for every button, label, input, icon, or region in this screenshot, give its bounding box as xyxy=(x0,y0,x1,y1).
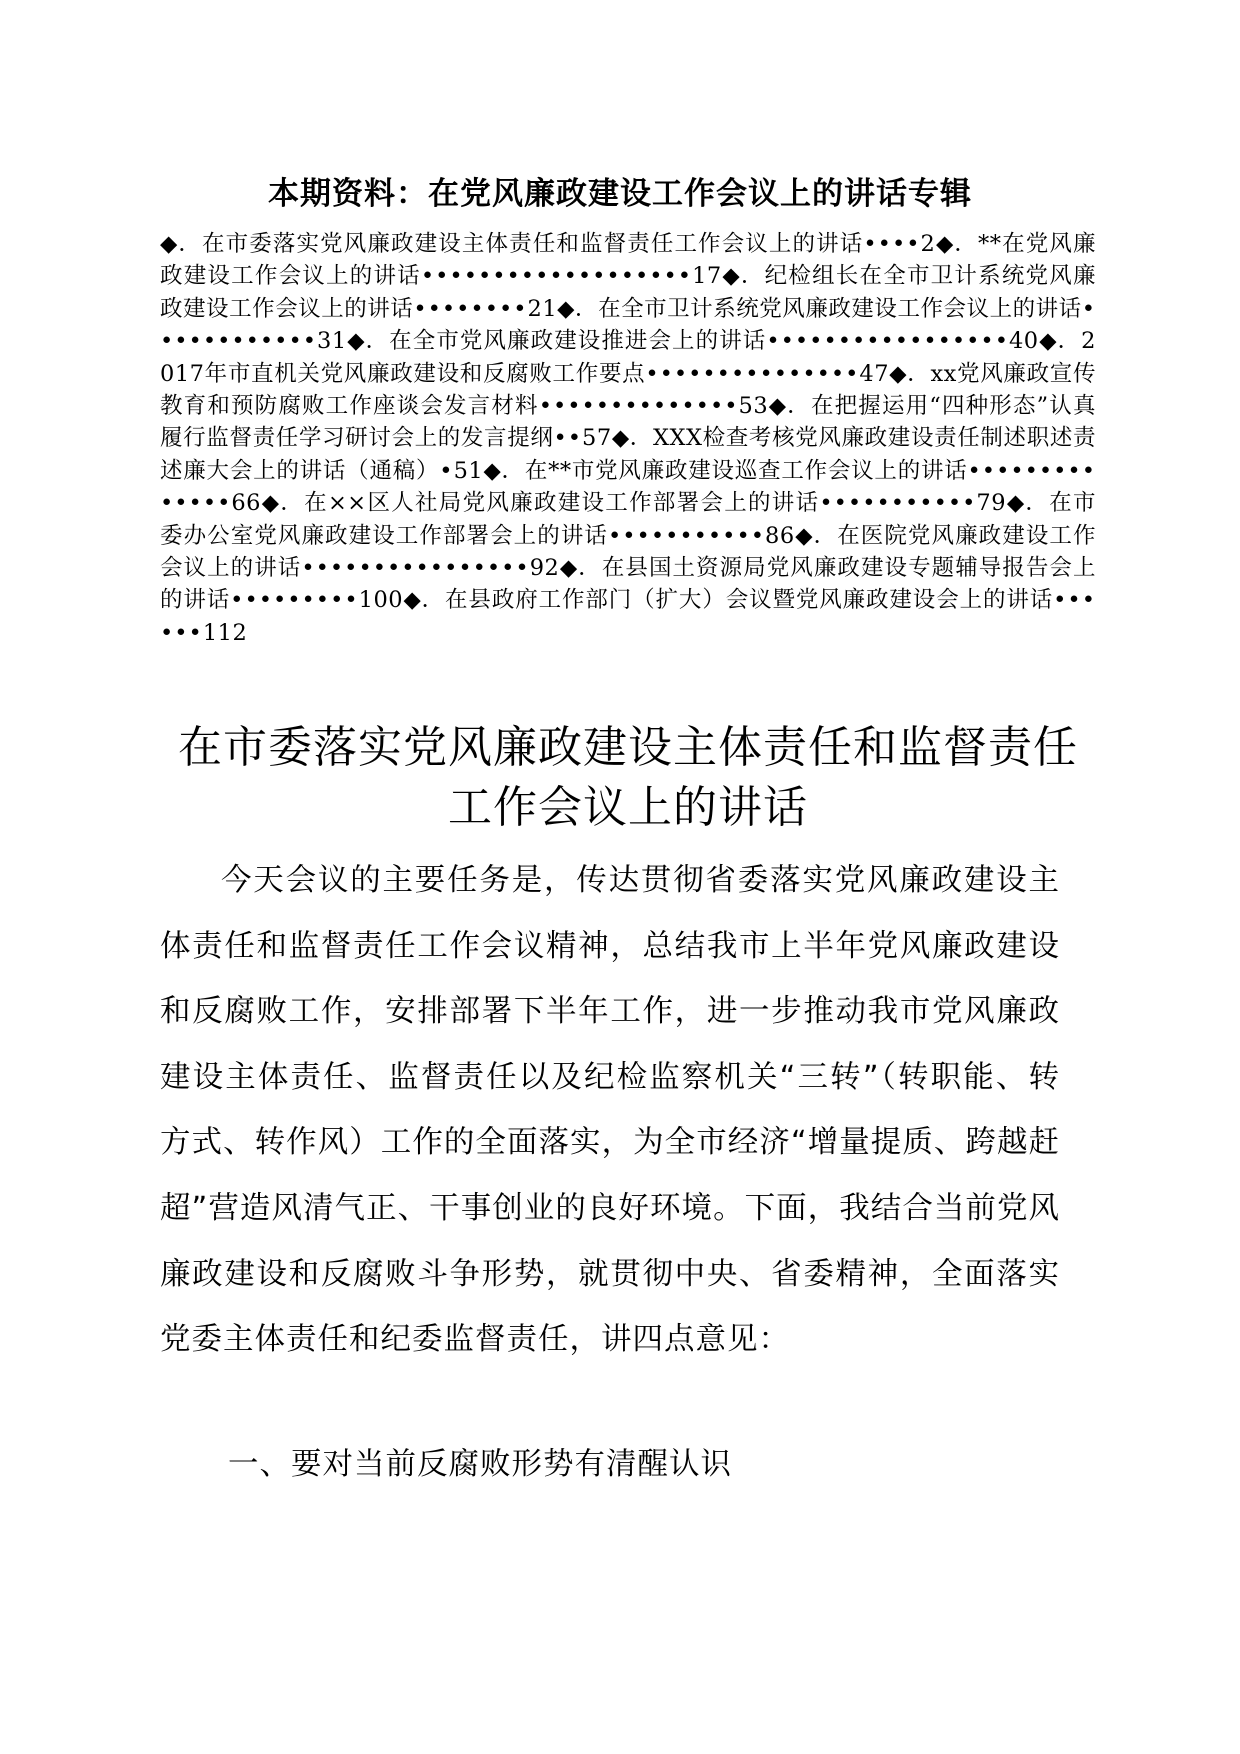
toc-leader-dots: •••••••••••••• xyxy=(538,393,739,420)
toc-entry-title: xx党风廉政宣传教育和预防腐败工作座谈会发言材料 xyxy=(160,360,1096,420)
toc-page-number: 2 xyxy=(920,231,936,257)
toc-page-number: 86 xyxy=(765,522,795,549)
toc-page-number: 17 xyxy=(692,263,722,290)
toc-entry-title: 2017年市直机关党风廉政建设和反腐败工作要点 xyxy=(160,328,1096,387)
toc-page-number: 79 xyxy=(976,490,1007,517)
toc-bullet: ◆． xyxy=(160,231,203,257)
toc-entry-title: 在××区人社局党风廉政建设工作部署会上的讲话 xyxy=(304,490,820,517)
toc-entry-title: 在市委办公室党风廉政建设工作部署会上的讲话 xyxy=(160,490,1096,549)
toc-bullet: ◆． xyxy=(557,295,599,322)
toc-bullet: ◆． xyxy=(403,587,446,614)
toc-bullet: ◆． xyxy=(794,522,838,549)
toc-leader-dots: •••••• xyxy=(160,587,1096,646)
toc-entry-title: 在全市卫计系统党风廉政建设工作会议上的讲话 xyxy=(598,295,1082,322)
toc-entry-title: 在医院党风廉政建设工作会议上的讲话 xyxy=(160,522,1096,582)
toc-page-number: 40 xyxy=(1008,328,1039,355)
toc-bullet: ◆． xyxy=(1006,490,1050,517)
toc-leader-dots: ••••••••••••••• xyxy=(645,360,860,387)
toc-leader-dots: ••••••••••••••••••• xyxy=(420,263,693,290)
toc-leader-dots: • xyxy=(439,457,454,484)
toc-entry-title: 在县政府工作部门（扩大）会议暨党风廉政建设会上的讲话 xyxy=(445,587,1054,614)
toc-leader-dots: •••••••••••••••• xyxy=(301,555,530,582)
toc-bullet: ◆． xyxy=(768,393,811,420)
toc-bullet: ◆． xyxy=(935,231,978,257)
toc-leader-dots: ••••••••••• xyxy=(819,490,977,517)
toc-leader-dots: •••••••••••• xyxy=(160,295,1096,355)
toc-entry-title: XXX检查考核党风廉政建设责任制述职述责述廉大会上的讲话（通稿） xyxy=(160,425,1096,484)
toc-page-number: 92 xyxy=(529,555,560,582)
toc-leader-dots: •••••••••••••• xyxy=(160,457,1096,517)
toc-leader-dots: •••••••• xyxy=(413,295,528,322)
toc-bullet: ◆． xyxy=(559,555,602,582)
toc-page-number: 66 xyxy=(231,490,261,517)
toc-bullet: ◆． xyxy=(889,360,931,387)
toc-bullet: ◆． xyxy=(483,457,525,484)
toc-leader-dots: ••••••••• xyxy=(230,587,359,614)
toc-entry-title: 纪检组长在全市卫计系统党风廉政建设工作会议上的讲话 xyxy=(160,263,1096,322)
toc-leader-dots: ••••••••••• xyxy=(608,522,765,549)
toc-leader-dots: •••• xyxy=(863,231,921,257)
toc-page-number: 53 xyxy=(738,393,769,420)
article-title: 在市委落实党风廉政建设主体责任和监督责任工作会议上的讲话 xyxy=(178,722,1078,833)
toc-page-number: 57 xyxy=(582,425,612,452)
toc-entry-title: 在把握运用“四种形态”认真履行监督责任学习研讨会上的发言提纲 xyxy=(160,393,1096,452)
toc-page-number: 31 xyxy=(317,328,347,355)
toc-leader-dots: •• xyxy=(553,425,583,452)
section-heading: 一、要对当前反腐败形势有清醒认识 xyxy=(228,1447,732,1482)
toc-page-number: 47 xyxy=(859,360,890,387)
toc-bullet: ◆． xyxy=(611,425,653,452)
toc-page-number: 112 xyxy=(202,619,248,646)
toc-leader-dots: ••••••••••••••••• xyxy=(766,328,1009,355)
toc-page-number: 100 xyxy=(358,587,404,614)
toc-bullet: ◆． xyxy=(346,328,390,355)
toc-heading: 本期资料：在党风廉政建设工作会议上的讲话专辑 xyxy=(268,176,972,212)
toc-page-number: 51 xyxy=(453,457,484,484)
toc-entry-title: 在全市党风廉政建设推进会上的讲话 xyxy=(389,328,767,355)
toc-bullet: ◆． xyxy=(261,490,305,517)
article-body xyxy=(160,848,1060,1373)
toc-entry xyxy=(261,490,1006,516)
toc-entry xyxy=(347,328,1039,354)
toc-bullet: ◆． xyxy=(721,263,765,290)
table-of-contents xyxy=(160,228,1096,649)
toc-entry-title: **在党风廉政建设工作会议上的讲话 xyxy=(160,231,1096,290)
toc-page-number: 21 xyxy=(527,295,558,322)
toc-entry xyxy=(160,231,935,257)
toc-bullet: ◆． xyxy=(1038,328,1082,355)
body-paragraph: 今天会议的主要任务是，传达贯彻省委落实党风廉政建设主体责任和监督责任工作会议精神，总结我市上半年党风廉政建设和反腐败工作，安排部署下半年工作，进一步推动我市党风廉政建设主体责任、监督责任以及纪检监察机关“三转”（转职能、转方式、转作风）工作的全面落实，为全市经济“增量提质、跨越赶超”营造风清气正、干事创业的良好环境。下面，我结合当前党风廉政建设和反腐败斗争形势，就贯彻中央、省委精神，全面落实党委主体责任和纪委监督责任，讲四点意见： xyxy=(160,863,1060,1358)
toc-entry-title: 在县国土资源局党风廉政建设专题辅导报告会上的讲话 xyxy=(160,555,1096,614)
toc-entry-title: 在市委落实党风廉政建设主体责任和监督责任工作会议上的讲话 xyxy=(202,231,864,257)
toc-entry-title: 在**市党风廉政建设巡查工作会议上的讲话 xyxy=(524,457,968,484)
